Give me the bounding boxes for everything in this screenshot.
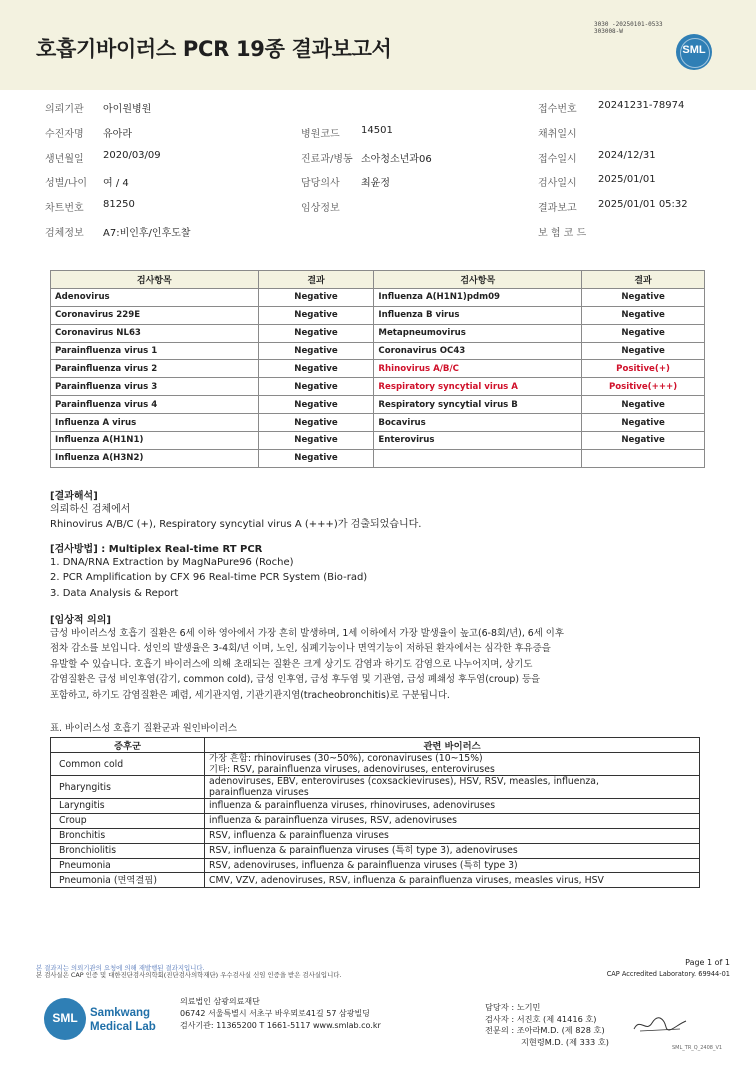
org-line: 검사기관: 11365200 T 1661-5117 www.smlab.co.kr <box>180 1021 381 1030</box>
test-name-cell: Influenza B virus <box>374 306 582 324</box>
clinical-text: 점차 감소를 보입니다. 성인의 발생율은 3-4회/년 이며, 노인, 심폐기능이나 면역기능이 저하된 환자에서는 심각한 후유증을 <box>50 643 551 655</box>
info-row <box>0 125 756 150</box>
accreditation-note: 본 검사실은 CAP 인증 및 대한진단검사의학회(진단검사의학재단) 우수검사실 신임 인증을 받은 검사실입니다. <box>36 971 342 979</box>
table-row <box>51 449 705 467</box>
table-row <box>51 813 700 828</box>
method-item: 1. DNA/RNA Extraction by MagNaPure96 (Roche) <box>50 557 294 568</box>
result-cell: Negative <box>258 396 374 414</box>
test-name-cell: Parainfluenza virus 3 <box>51 378 259 396</box>
test-name-cell: Influenza A(H3N2) <box>51 449 259 467</box>
result-cell: Negative <box>582 396 705 414</box>
test-name-cell: Influenza A virus <box>51 414 259 432</box>
brand-line: Samkwang <box>90 1007 151 1019</box>
table-row <box>51 858 700 873</box>
organization-info <box>180 996 381 1032</box>
syndrome-table <box>50 737 700 888</box>
test-name-cell <box>374 449 582 467</box>
result-cell: Negative <box>582 306 705 324</box>
brand-name <box>90 1006 156 1034</box>
info-label: 진료과/병동 <box>301 153 353 165</box>
info-label: 접수일시 <box>538 153 577 165</box>
test-name-cell: Respiratory syncytial virus A <box>374 378 582 396</box>
virus-cell <box>205 776 700 799</box>
test-name-cell: Coronavirus 229E <box>51 306 259 324</box>
interpretation-text: Rhinovirus A/B/C (+), Respiratory syncytial virus A (+++)가 검출되었습니다. <box>50 519 422 531</box>
info-label: 담당의사 <box>301 178 340 190</box>
clinical-section <box>50 611 564 703</box>
org-line: 의료법인 삼광의료재단 <box>180 997 260 1006</box>
test-name-cell: Bocavirus <box>374 414 582 432</box>
virus-cell <box>205 753 700 776</box>
virus-cell <box>205 828 700 843</box>
info-label: 임상정보 <box>301 203 340 215</box>
test-name-cell: Influenza A(H1N1) <box>51 432 259 450</box>
test-name-cell: Rhinovirus A/B/C <box>374 360 582 378</box>
column-header: 관련 바이러스 <box>205 738 700 753</box>
info-value: 최윤정 <box>361 178 390 190</box>
signers-block <box>485 1002 609 1048</box>
column-header: 검사항목 <box>51 271 259 289</box>
table-caption: 표. 바이러스성 호흡기 질환군과 원인바이러스 <box>50 723 237 734</box>
info-label: 차트번호 <box>45 203 84 215</box>
clinical-text: 유발할 수 있습니다. 호흡기 바이러스에 의해 초래되는 질환은 크게 상기도 감염과 하기도 감염으로 나누어지며, 상기도 <box>50 658 533 670</box>
info-label: 성별/나이 <box>45 178 88 190</box>
info-label: 수진자명 <box>45 128 84 140</box>
info-label: 병원코드 <box>301 128 340 140</box>
result-cell: Positive(+) <box>582 360 705 378</box>
table-row <box>51 396 705 414</box>
method-section <box>50 540 367 601</box>
table-row <box>51 753 700 776</box>
info-value: 2024/12/31 <box>598 149 656 161</box>
table-row <box>51 776 700 799</box>
test-name-cell: Respiratory syncytial virus B <box>374 396 582 414</box>
virus-line: parainfluenza viruses <box>209 787 309 798</box>
result-cell: Positive(+++) <box>582 378 705 396</box>
report-title: 호흡기바이러스 PCR 19종 결과보고서 <box>36 37 392 61</box>
result-cell: Negative <box>258 432 374 450</box>
table-row <box>51 799 700 814</box>
interpretation-text: 의뢰하신 검체에서 <box>50 504 131 515</box>
test-name-cell: Adenovirus <box>51 288 259 306</box>
virus-line: 기타: RSV, parainfluenza viruses, adenoviruses, enteroviruses <box>209 764 495 775</box>
result-cell: Negative <box>258 449 374 467</box>
test-name-cell: Metapneumovirus <box>374 324 582 342</box>
syndrome-cell: Croup <box>51 813 205 828</box>
syndrome-cell: Bronchiolitis <box>51 843 205 858</box>
virus-cell <box>205 873 700 888</box>
result-cell: Negative <box>582 324 705 342</box>
info-value: 유아라 <box>103 128 132 140</box>
table-row <box>51 324 705 342</box>
test-name-cell: Parainfluenza virus 1 <box>51 342 259 360</box>
signer-line: 지현령M.D. (제 333 호) <box>521 1036 609 1047</box>
info-value: 20241231-78974 <box>598 100 685 111</box>
section-title: [검사방법] : Multiplex Real-time RT PCR <box>50 544 263 555</box>
section-title: [임상적 의의] <box>50 615 111 626</box>
info-label: 의뢰기관 <box>45 104 84 115</box>
report-code-line: 303008-W <box>594 28 623 35</box>
results-table <box>50 270 705 468</box>
test-name-cell: Enterovirus <box>374 432 582 450</box>
virus-line: influenza & parainfluenza viruses, RSV, adenoviruses <box>209 815 457 827</box>
info-value: 81250 <box>103 199 135 211</box>
result-cell: Negative <box>258 378 374 396</box>
table-row <box>51 306 705 324</box>
column-header: 검사항목 <box>374 271 582 289</box>
signature-image <box>630 1013 690 1037</box>
info-label: 보 험 코 드 <box>538 228 587 239</box>
virus-cell <box>205 799 700 814</box>
syndrome-cell: Laryngitis <box>51 799 205 814</box>
table-row <box>51 342 705 360</box>
syndrome-body <box>51 753 700 888</box>
info-label: 생년월일 <box>45 153 84 165</box>
signer-line: 담당자 : 노기민 <box>485 1002 541 1012</box>
clinical-text: 포함하고, 하기도 감염질환은 폐렴, 세기관지염, 기관기관지염(tracheobronchitis)로 구분됩니다. <box>50 689 450 701</box>
logo-text: SML <box>52 1011 78 1025</box>
result-cell: Negative <box>582 288 705 306</box>
virus-line: influenza & parainfluenza viruses, rhinoviruses, adenoviruses <box>209 800 496 812</box>
interpretation-section <box>50 487 421 533</box>
syndrome-cell: Bronchitis <box>51 828 205 843</box>
table-row <box>51 414 705 432</box>
clinical-text: 감염질환은 급성 비인후염(감기, common cold), 급성 인후염, 급성 후두염 및 기관염, 급성 폐쇄성 후두염(croup) 등을 <box>50 674 541 686</box>
results-header-row <box>51 271 705 289</box>
table-row <box>51 378 705 396</box>
info-value: 14501 <box>361 124 393 136</box>
report-code-line: 3030 -20250101-0533 <box>594 21 663 28</box>
result-cell: Negative <box>258 414 374 432</box>
column-header: 증후군 <box>51 738 205 753</box>
results-body <box>51 288 705 467</box>
virus-line: RSV, influenza & parainfluenza viruses <box>209 830 389 842</box>
result-cell: Negative <box>258 324 374 342</box>
result-cell: Negative <box>258 360 374 378</box>
info-label: 접수번호 <box>538 104 577 115</box>
info-label: 검체정보 <box>45 228 84 239</box>
info-row <box>0 150 756 175</box>
syndrome-cell: Pharyngitis <box>51 776 205 799</box>
table-row <box>51 432 705 450</box>
signer-line: 전문의 : 조아라M.D. (제 828 호) <box>485 1025 605 1035</box>
table-row <box>51 873 700 888</box>
info-label: 채취일시 <box>538 128 577 140</box>
virus-line: RSV, influenza & parainfluenza viruses (특히 type 3), adenoviruses <box>209 845 518 857</box>
syndrome-cell: Pneumonia (면역결핍) <box>51 873 205 888</box>
section-title: [결과해석] <box>50 491 98 502</box>
virus-cell <box>205 843 700 858</box>
method-item: 3. Data Analysis & Report <box>50 587 179 599</box>
info-label: 검사일시 <box>538 178 577 190</box>
test-name-cell: Coronavirus NL63 <box>51 324 259 342</box>
test-name-cell: Parainfluenza virus 2 <box>51 360 259 378</box>
table-row <box>51 828 700 843</box>
column-header: 결과 <box>582 271 705 289</box>
virus-line: CMV, VZV, adenoviruses, RSV, influenza & parainfluenza viruses, measles virus, HSV <box>209 874 604 886</box>
info-value: 2025/01/01 05:32 <box>598 199 688 211</box>
org-line: 06742 서울특별시 서초구 바우뫼로41길 57 삼광빌딩 <box>180 1009 370 1018</box>
cap-accreditation: CAP Accredited Laboratory. 69944-01 <box>606 970 730 978</box>
result-cell <box>582 449 705 467</box>
info-label: 결과보고 <box>538 203 577 215</box>
result-cell: Negative <box>258 342 374 360</box>
result-cell: Negative <box>258 288 374 306</box>
info-value: 2020/03/09 <box>103 149 161 161</box>
report-code <box>594 21 663 35</box>
table-row <box>51 288 705 306</box>
table-row <box>51 843 700 858</box>
page-number: Page 1 of 1 <box>685 958 730 967</box>
result-cell: Negative <box>258 306 374 324</box>
info-row <box>0 100 756 125</box>
virus-line: adenoviruses, EBV, enteroviruses (coxsackieviruses), HSV, RSV, measles, influenza, <box>209 776 599 787</box>
sml-logo-icon <box>676 34 712 70</box>
clinical-text: 급성 바이러스성 호흡기 질환은 6세 이하 영아에서 가장 흔히 발생하며, 1세 이하에서 가장 발생율이 높고(6-8회/년), 6세 이후 <box>50 628 564 639</box>
form-code: SML_TR_Q_2408_V1 <box>672 1045 723 1051</box>
test-name-cell: Parainfluenza virus 4 <box>51 396 259 414</box>
info-value: 여 / 4 <box>103 178 129 190</box>
method-item: 2. PCR Amplification by CFX 96 Real-time PCR System (Bio-rad) <box>50 572 368 584</box>
info-value: A7:비인후/인후도찰 <box>103 228 191 239</box>
logo-text: SML <box>682 44 706 56</box>
virus-cell <box>205 813 700 828</box>
virus-line: RSV, adenoviruses, influenza & parainfluenza viruses (특히 type 3) <box>209 860 518 871</box>
virus-line: 가장 흔함: rhinoviruses (30~50%), coronaviruses (10~15%) <box>209 753 483 764</box>
test-name-cell: Coronavirus OC43 <box>374 342 582 360</box>
signer-line: 검사자 : 서진호 (제 41416 호) <box>485 1013 597 1024</box>
test-name-cell: Influenza A(H1N1)pdm09 <box>374 288 582 306</box>
info-row <box>0 199 756 224</box>
column-header: 결과 <box>258 271 374 289</box>
info-value: 아이원병원 <box>103 104 152 115</box>
result-cell: Negative <box>582 432 705 450</box>
syndrome-cell: Pneumonia <box>51 858 205 873</box>
table-row <box>51 360 705 378</box>
reissue-note: 본 결과지는 의뢰기관의 요청에 의해 재발행된 결과지입니다. <box>36 964 205 972</box>
virus-cell <box>205 858 700 873</box>
info-row <box>0 174 756 199</box>
info-row <box>0 224 756 249</box>
syndrome-cell: Common cold <box>51 753 205 776</box>
info-value: 소아청소년과06 <box>361 153 432 165</box>
result-cell: Negative <box>582 342 705 360</box>
syndrome-header-row <box>51 738 700 753</box>
sml-footer-logo-icon <box>44 998 86 1040</box>
brand-line: Medical Lab <box>90 1021 156 1033</box>
result-cell: Negative <box>582 414 705 432</box>
info-value: 2025/01/01 <box>598 174 656 186</box>
